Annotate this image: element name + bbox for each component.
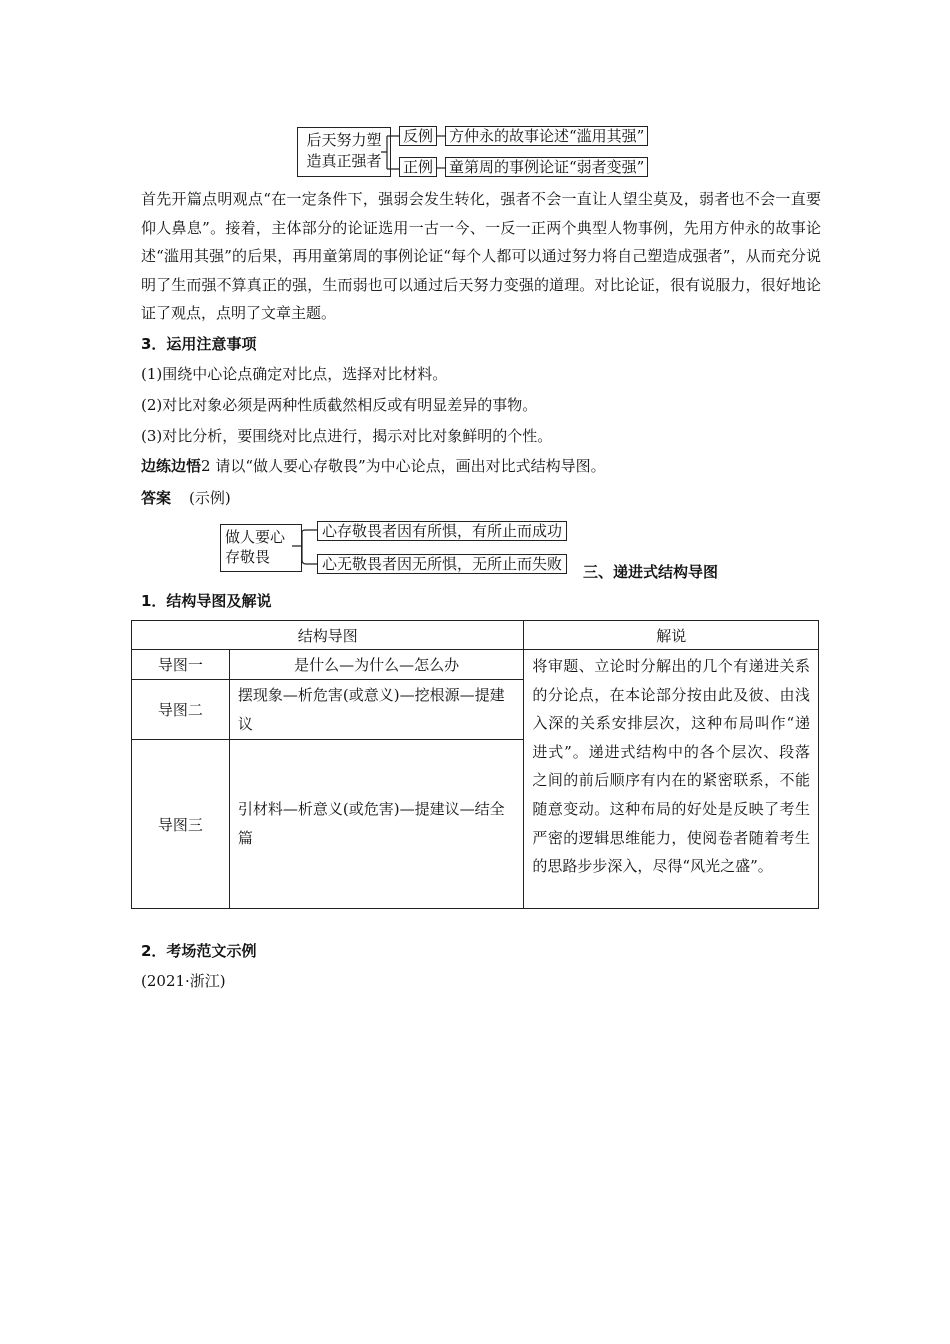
structure-table xyxy=(131,620,819,909)
table-section-title: 1．结构导图及解说 xyxy=(141,592,272,610)
row1-content: 是什么—为什么—怎么办 xyxy=(229,650,524,680)
section2-source: (2021·浙江) xyxy=(141,972,226,990)
exercise-text: 2 请以“做人要心存敬畏”为中心论点，画出对比式结构导图。 xyxy=(201,457,606,475)
section-heading-progressive: 三、递进式结构导图 xyxy=(583,563,719,581)
diagram2-connector xyxy=(292,524,318,568)
row1-label: 导图一 xyxy=(132,650,230,680)
diagram1-tag-positive: 正例 xyxy=(399,157,437,177)
diagram1-connector xyxy=(381,133,401,173)
section3-item-3: (3)对比分析，要围绕对比点进行，揭示对比对象鲜明的个性。 xyxy=(141,427,553,445)
explanation-cell: 将审题、立论时分解出的几个有递进关系的分论点，在本论部分按由此及彼、由浅入深的关系安排层次，这种布局叫作“递进式”。递进式结构中的各个层次、段落之间的前后顺序有内在的紧密联系，不能随意变动。这种布局的好处是反映了考生严密的逻辑思维能力，使阅卷者随着考生的思路步步深入，尽得“风光之盛”。 xyxy=(524,650,819,909)
exercise-label: 边练边悟 xyxy=(141,457,202,475)
header-explanation: 解说 xyxy=(524,621,819,650)
answer xyxy=(141,488,231,508)
diagram1-root: 后天努力塑 造真正强者 xyxy=(297,127,391,177)
exercise xyxy=(141,456,606,476)
diagram1-tag-negative: 反例 xyxy=(399,126,437,146)
analysis-paragraph: 首先开篇点明观点“在一定条件下，强弱会发生转化，强者不会一直让人望尘莫及，弱者也不会一直要仰人鼻息”。接着，主体部分的论证选用一古一今、一反一正两个典型人物事例，先用方仲永的故事论述“滥用其强”的后果，再用童第周的事例论证“每个人都可以通过努力将自己塑造成强者”，从而充分说明了生而强不算真正的强，生而弱也可以通过后天努力变强的道理。对比论证，很有说服力，很好地论证了观点，点明了文章主题。 xyxy=(141,190,821,322)
row2-label: 导图二 xyxy=(132,680,230,740)
diagram1-branch-positive: 童第周的事例论证“弱者变强” xyxy=(445,157,648,177)
row3-content: 引材料—析意义(或危害)—提建议—结全篇 xyxy=(229,740,524,909)
header-structure: 结构导图 xyxy=(132,621,524,650)
section3-item-2: (2)对比对象必须是两种性质截然相反或有明显差异的事物。 xyxy=(141,396,538,414)
diagram2-branch-positive: 心存敬畏者因有所惧，有所止而成功 xyxy=(317,521,567,541)
section3-item-1: (1)围绕中心论点确定对比点，选择对比材料。 xyxy=(141,365,448,383)
section2-title: 2．考场范文示例 xyxy=(141,942,257,960)
answer-label: 答案 xyxy=(141,489,172,507)
row2-content: 摆现象—析危害(或意义)—挖根源—提建议 xyxy=(229,680,524,740)
diagram2-root: 做人要心 存敬畏 xyxy=(220,524,302,572)
diagram2-branch-negative: 心无敬畏者因无所惧，无所止而失败 xyxy=(317,554,567,574)
section3-title: 3．运用注意事项 xyxy=(141,335,257,353)
diagram1-branch-negative: 方仲永的故事论述“滥用其强” xyxy=(445,126,648,146)
row3-label: 导图三 xyxy=(132,740,230,909)
answer-note: (示例) xyxy=(189,489,231,507)
